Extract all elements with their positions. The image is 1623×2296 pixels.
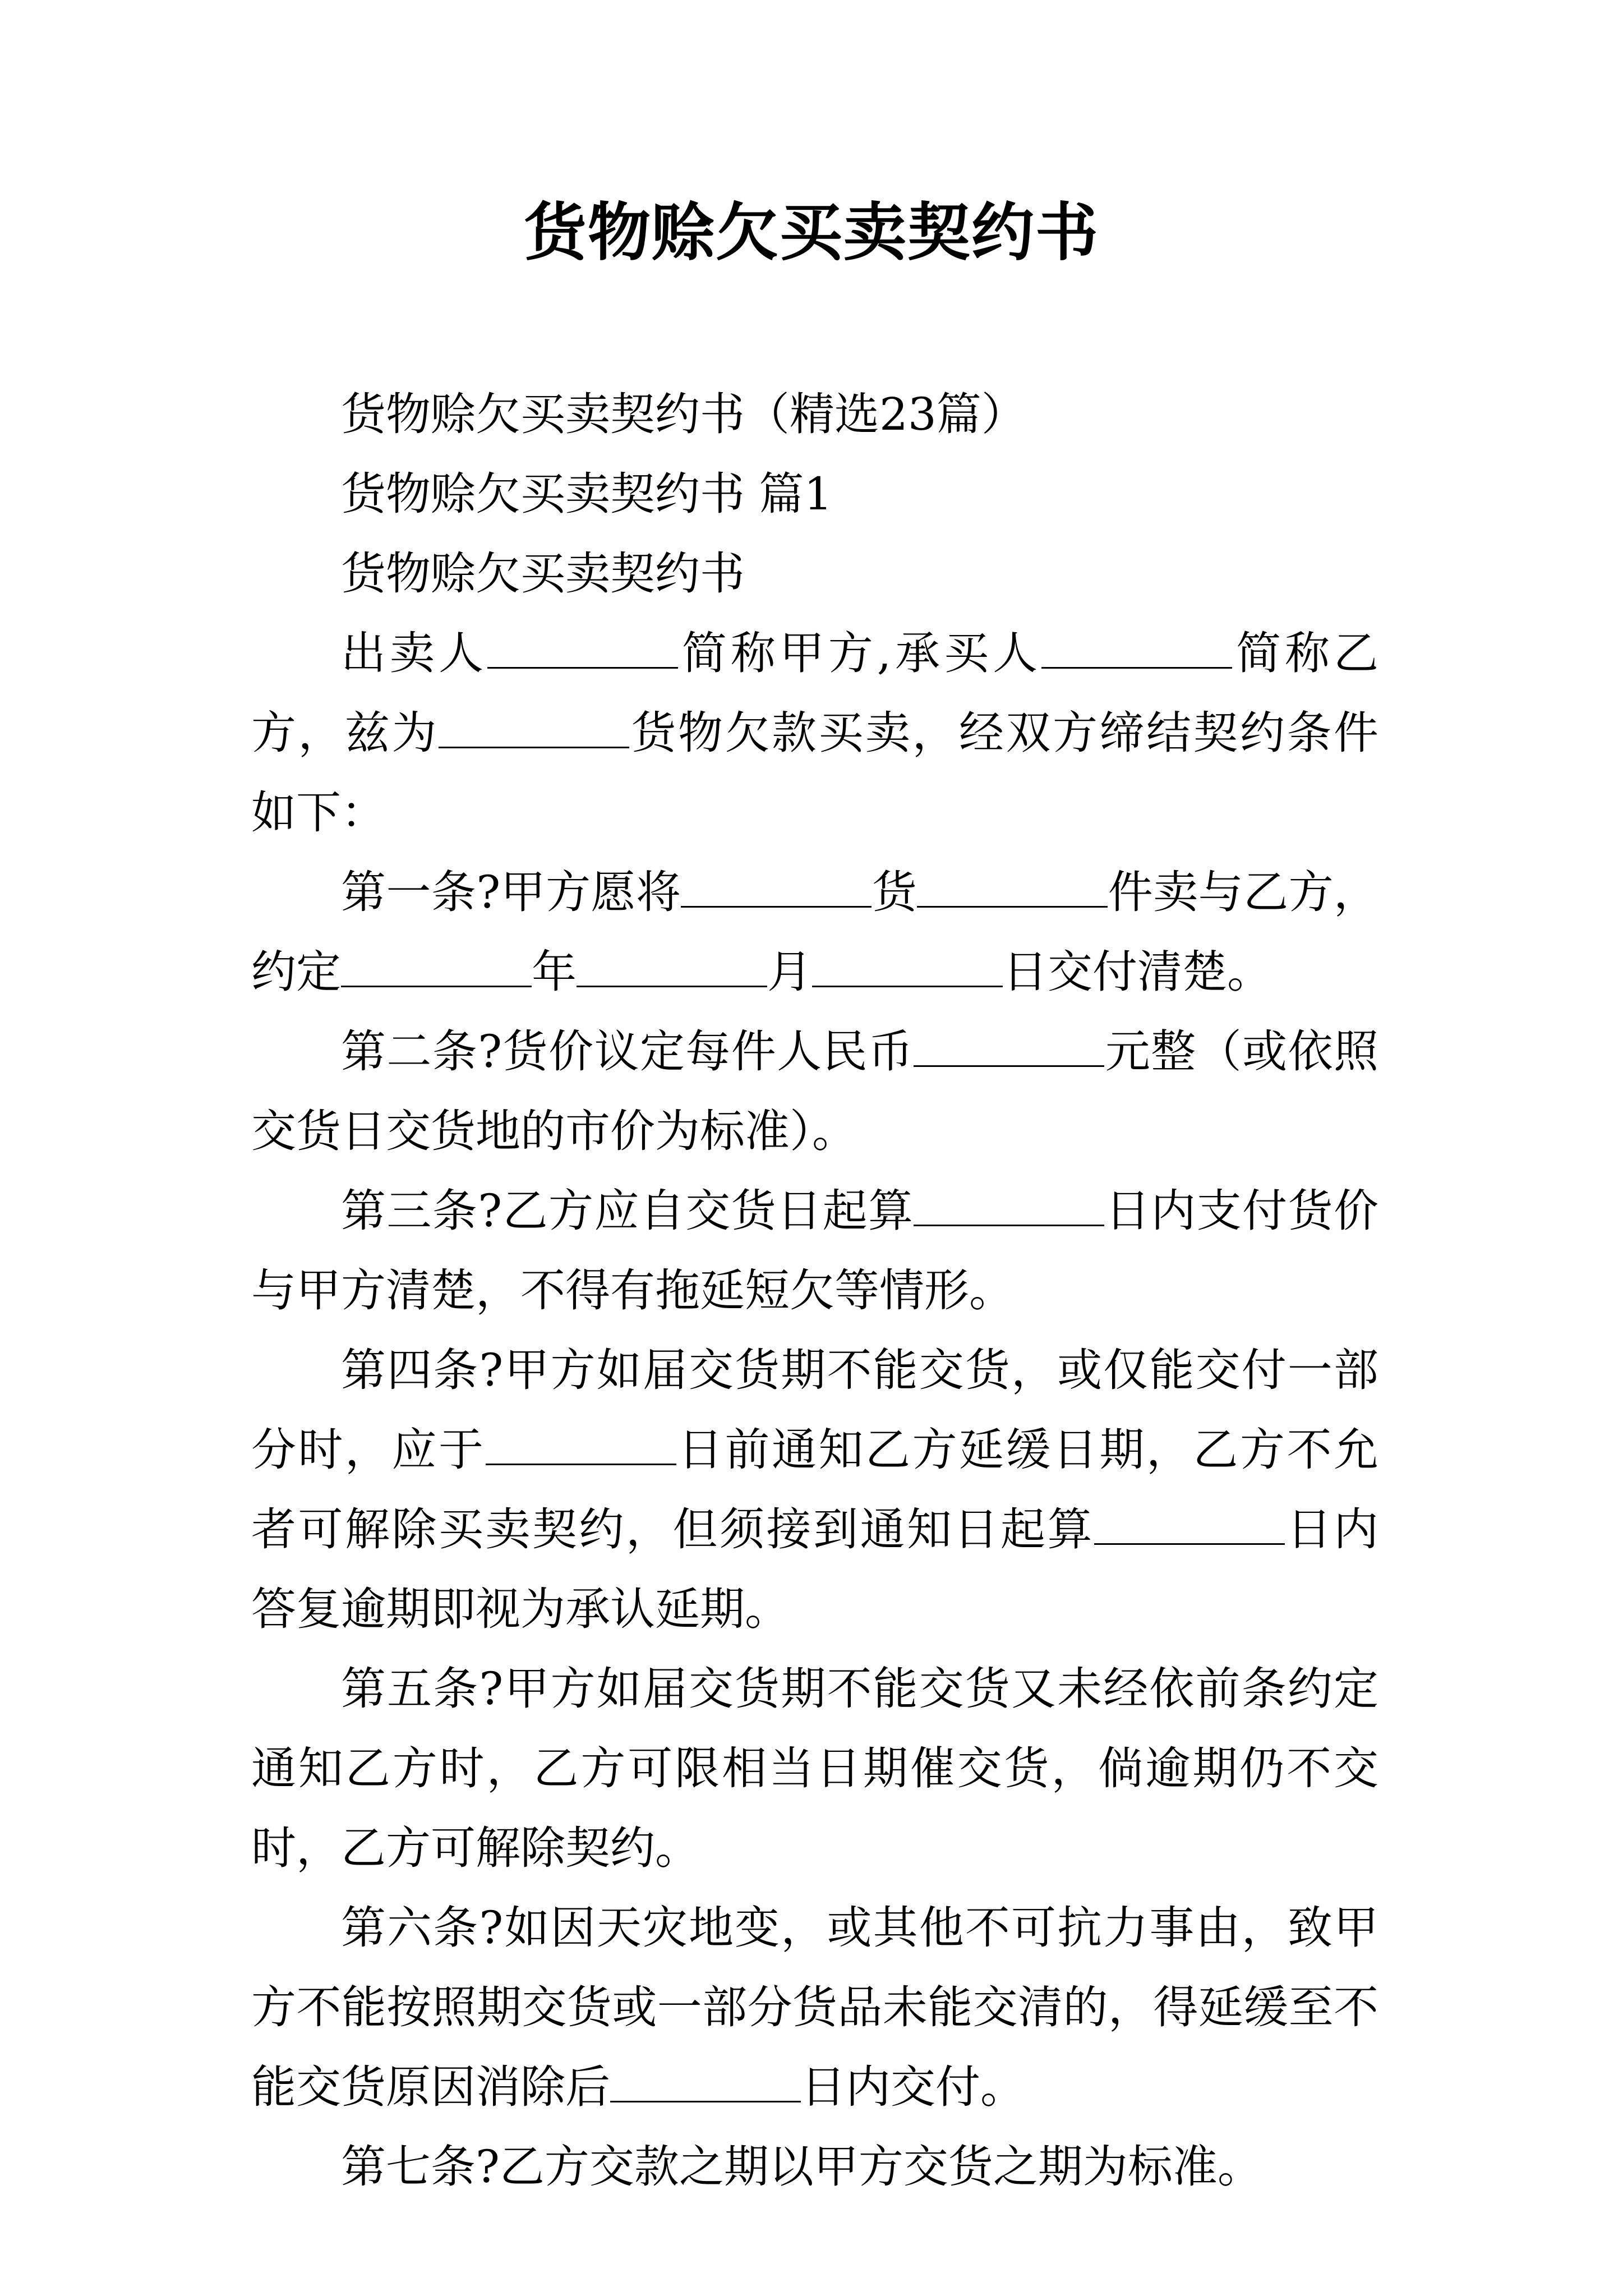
paragraph-text: 件卖与乙方，约定	[251, 866, 1379, 998]
document-body	[251, 375, 1378, 2207]
paragraph-text: 日前通知乙方延缓日期，乙方不允者可解除买卖契约，但须接到通知日起算	[251, 1424, 1378, 1556]
paragraph	[251, 1012, 1378, 1171]
fill-in-blank[interactable]	[914, 1026, 1104, 1067]
fill-in-blank[interactable]	[1094, 1504, 1285, 1545]
paragraph-text: 第六条?如因天灾地变，或其他不可抗力事由，致甲方不能按照期交货或一部分货品未能交清的，得延缓至不能交货原因消除后	[251, 1902, 1378, 2113]
paragraph-text: 出卖人	[341, 627, 487, 679]
fill-in-blank[interactable]	[341, 946, 532, 987]
fill-in-blank[interactable]	[914, 1185, 1104, 1226]
paragraph: 货物赊欠买卖契约书 篇1	[341, 468, 833, 520]
fill-in-blank[interactable]	[577, 946, 767, 987]
paragraph-text: 简称乙方，兹为	[251, 627, 1379, 759]
paragraph: 货物赊欠买卖契约书（精选23篇）	[341, 388, 1026, 440]
paragraph-text: 日内支付货价与甲方清楚，不得有拖延短欠等情形。	[251, 1185, 1379, 1317]
fill-in-blank[interactable]	[1041, 628, 1232, 669]
fill-in-blank[interactable]	[812, 946, 1003, 987]
paragraph	[251, 1331, 1378, 1649]
paragraph	[251, 1888, 1378, 2127]
paragraph-text: 月	[767, 946, 812, 998]
fill-in-blank[interactable]	[486, 1424, 676, 1465]
fill-in-blank[interactable]	[610, 2062, 801, 2102]
paragraph-text: 货物欠款买卖，经双方缔结契约条件如下：	[251, 707, 1378, 839]
paragraph-text: 货	[872, 866, 917, 918]
paragraph-text: 日内交付。	[801, 2061, 1025, 2113]
paragraph	[251, 614, 1378, 853]
paragraph-text: 第一条?甲方愿将	[341, 866, 681, 918]
paragraph-text: 第二条?货价议定每件人民币	[341, 1025, 914, 1078]
paragraph-text: 日内答复逾期即视为承认延期。	[251, 1503, 1378, 1635]
paragraph	[251, 1171, 1378, 1331]
fill-in-blank[interactable]	[439, 707, 629, 748]
paragraph-text: 第四条?甲方如届交货期不能交货，或仅能交付一部分时，应于	[251, 1344, 1378, 1476]
paragraph	[251, 853, 1378, 1012]
paragraph: 第七条?乙方交款之期以甲方交货之期为标准。	[341, 2141, 1262, 2193]
fill-in-blank[interactable]	[681, 867, 872, 908]
paragraph-text: 第三条?乙方应自交货日起算	[341, 1185, 914, 1237]
document-title: 货物赊欠买卖契约书	[524, 196, 1099, 269]
fill-in-blank[interactable]	[917, 867, 1108, 908]
paragraph-text: 年	[532, 946, 577, 998]
paragraph-text: 简称甲方,承买人	[677, 627, 1042, 679]
paragraph-text: 元整（或依照交货日交货地的市价为标准）。	[251, 1025, 1379, 1157]
paragraph: 货物赊欠买卖契约书	[341, 547, 745, 600]
fill-in-blank[interactable]	[487, 628, 678, 669]
paragraph: 第五条?甲方如届交货期不能交货又未经依前条约定通知乙方时，乙方可限相当日期催交货，倘逾期仍不交时，乙方可解除契约。	[251, 1663, 1378, 1874]
paragraph-text: 日交付清楚。	[1003, 946, 1272, 998]
